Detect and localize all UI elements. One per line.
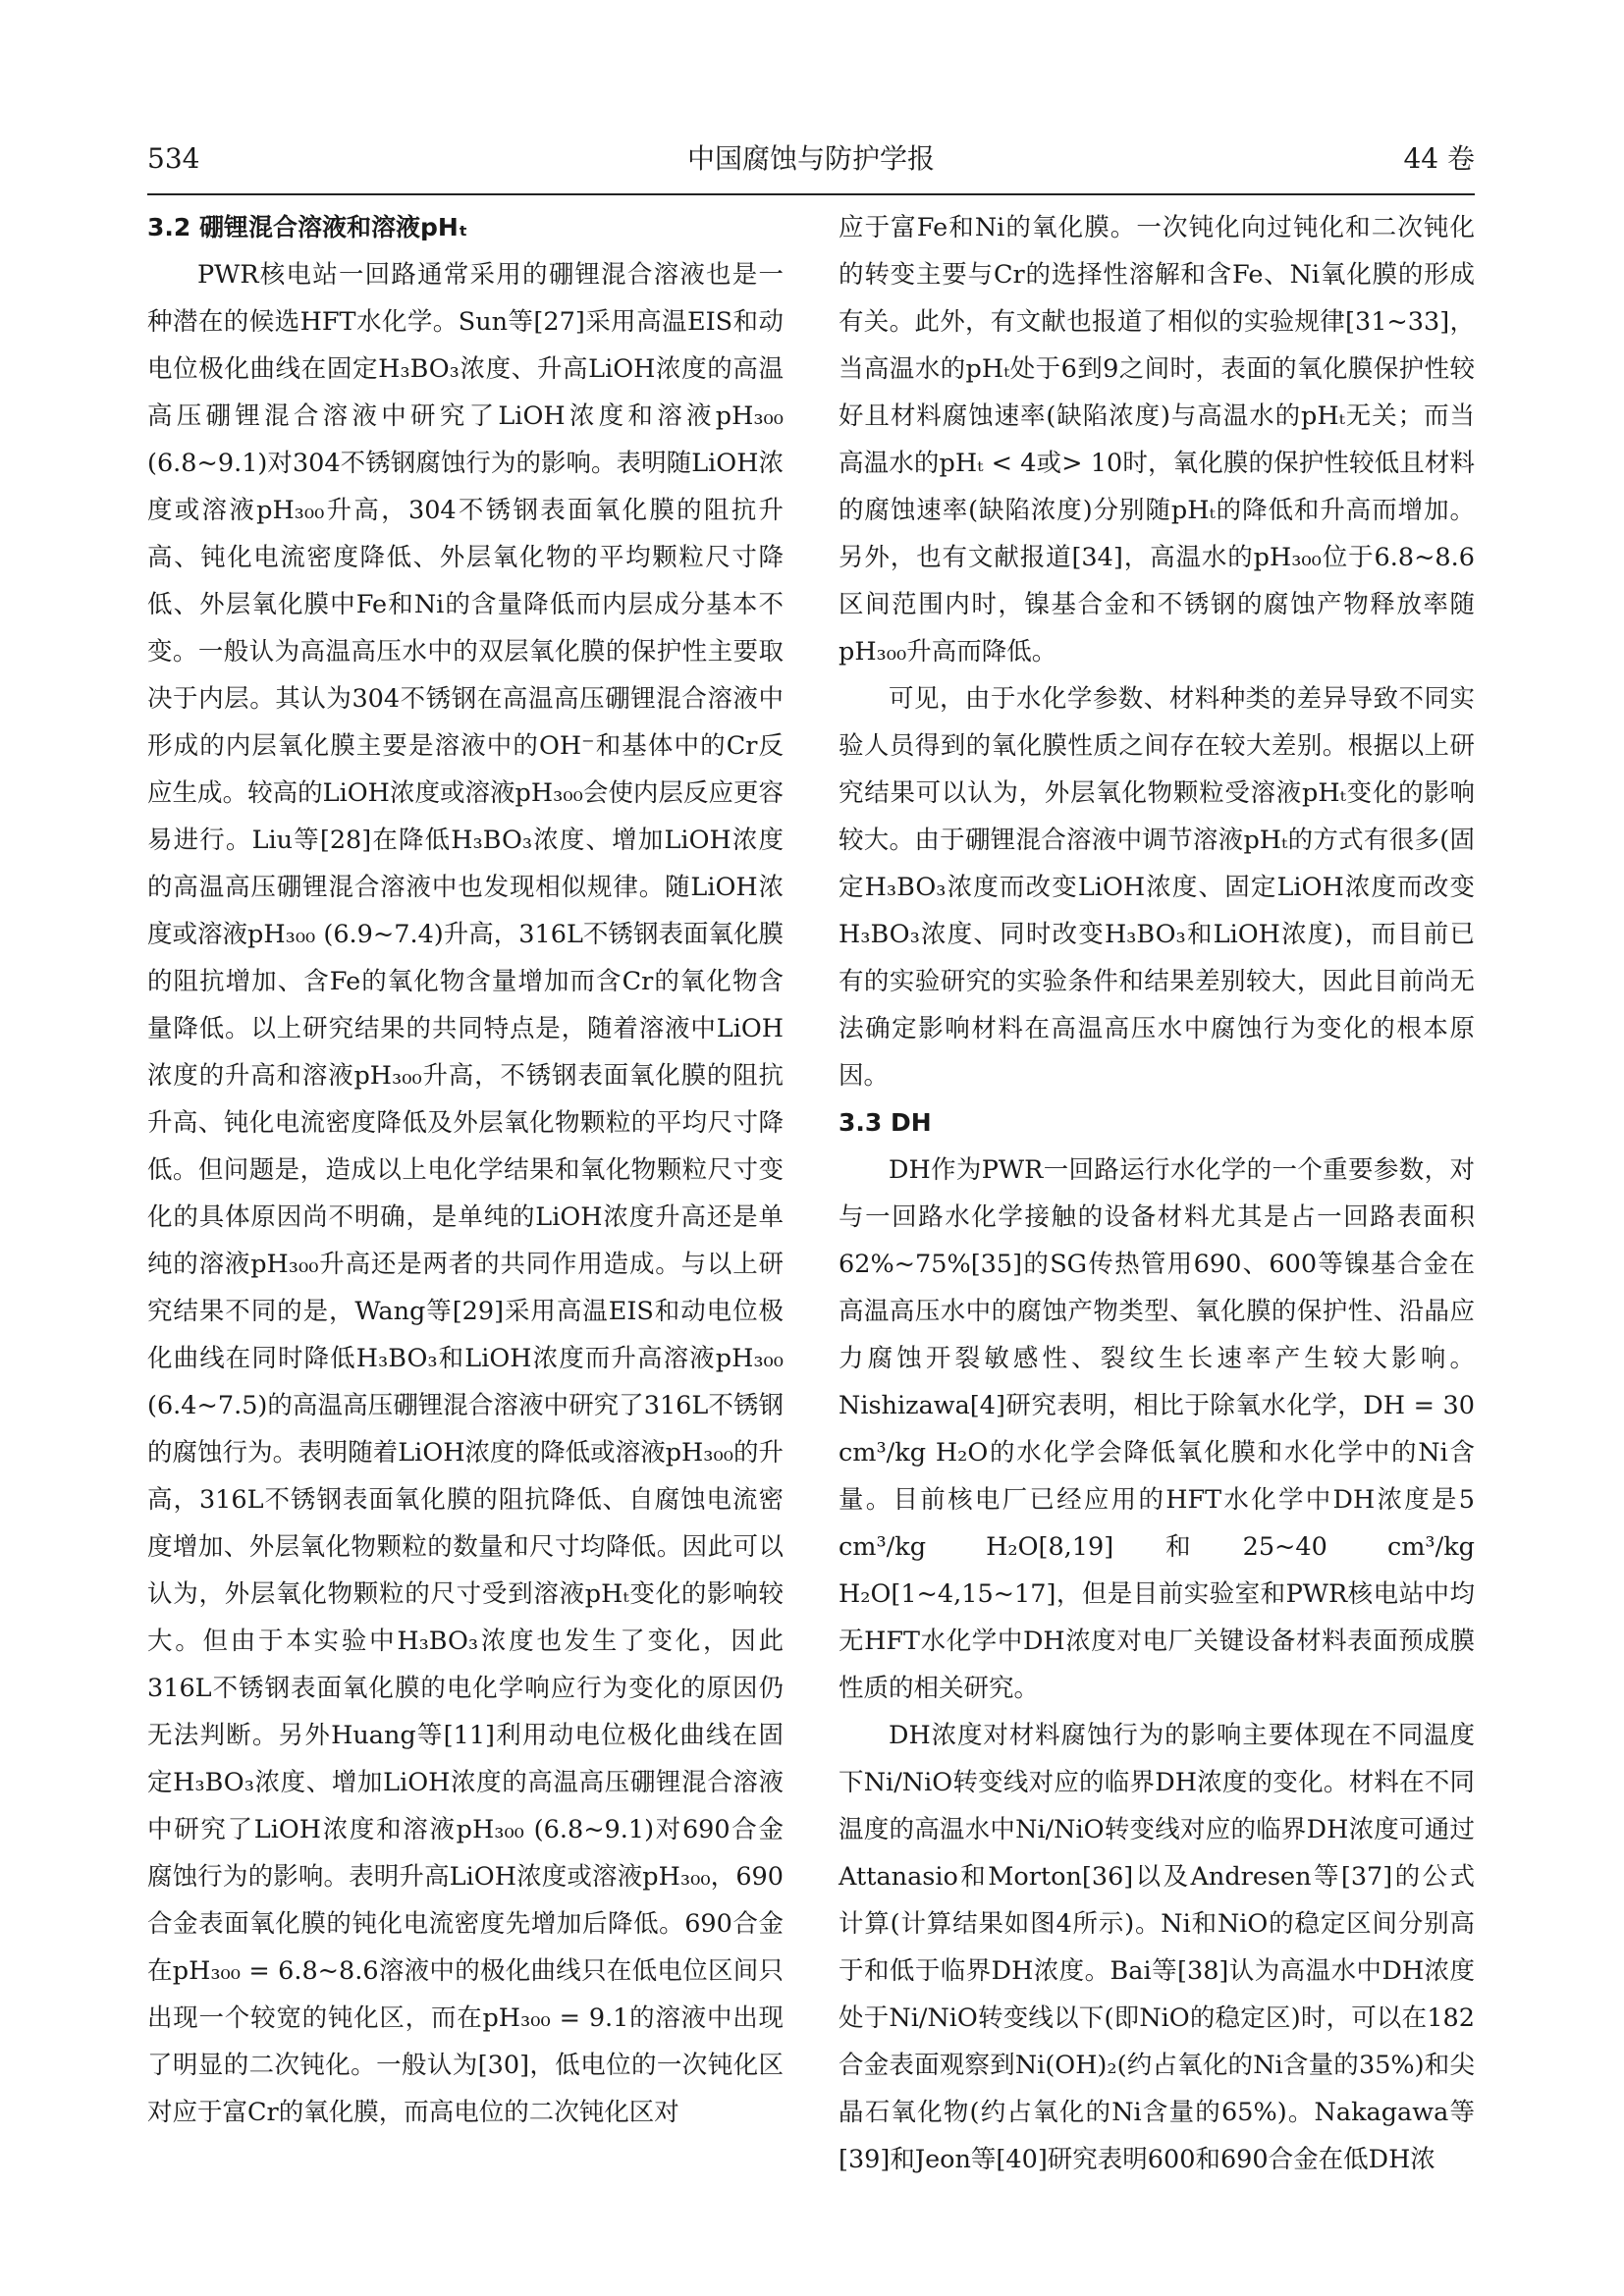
header-rule <box>147 193 1475 195</box>
paragraph-continued: 应于富Fe和Ni的氧化膜。一次钝化向过钝化和二次钝化的转变主要与Cr的选择性溶解和含Fe、Ni氧化膜的形成有关。此外，有文献也报道了相似的实验规律[31~33]，当高温水的pHₜ处于6到9之间时，表面的氧化膜保护性较好且材料腐蚀速率(缺陷浓度)与高温水的pHₜ无关；而当高温水的pHₜ < 4或> 10时，氧化膜的保护性较低且材料的腐蚀速率(缺陷浓度)分别随pHₜ的降低和升高而增加。另外，也有文献报道[34]，高温水的pH₃₀₀位于6.8~8.6区间范围内时，镍基合金和不锈钢的腐蚀产物释放率随pH₃₀₀升高而降低。 <box>839 213 1475 667</box>
paragraph: 可见，由于水化学参数、材料种类的差异导致不同实验人员得到的氧化膜性质之间存在较大差别。根据以上研究结果可以认为，外层氧化物颗粒受溶液pHₜ变化的影响较大。由于硼锂混合溶液中调节溶液pHₜ的方式有很多(固定H₃BO₃浓度而改变LiOH浓度、固定LiOH浓度而改变H₃BO₃浓度、同时改变H₃BO₃和LiOH浓度)，而目前已有的实验研究的实验条件和结果差别较大，因此目前尚无法确定影响材料在高温高压水中腐蚀行为变化的根本原因。 <box>839 684 1475 1091</box>
section-heading-3-3: 3.3 DH <box>839 1108 932 1137</box>
volume-label: 44 卷 <box>1403 142 1475 175</box>
page-header <box>147 139 1475 179</box>
journal-title: 中国腐蚀与防护学报 <box>686 142 935 175</box>
paragraph: PWR核电站一回路通常采用的硼锂混合溶液也是一种潜在的候选HFT水化学。Sun等[27]采用高温EIS和动电位极化曲线在固定H₃BO₃浓度、升高LiOH浓度的高温高压硼锂混合溶液中研究了LiOH浓度和溶液pH₃₀₀ (6.8~9.1)对304不锈钢腐蚀行为的影响。表明随LiOH浓度或溶液pH₃₀₀升高，304不锈钢表面氧化膜的阻抗升高、钝化电流密度降低、外层氧化物的平均颗粒尺寸降低、外层氧化膜中Fe和Ni的含量降低而内层成分基本不变。一般认为高温高压水中的双层氧化膜的保护性主要取决于内层。其认为304不锈钢在高温高压硼锂混合溶液中形成的内层氧化膜主要是溶液中的OH⁻和基体中的Cr反应生成。较高的LiOH浓度或溶液pH₃₀₀会使内层反应更容易进行。Liu等[28]在降低H₃BO₃浓度、增加LiOH浓度的高温高压硼锂混合溶液中也发现相似规律。随LiOH浓度或溶液pH₃₀₀ (6.9~7.4)升高，316L不锈钢表面氧化膜的阻抗增加、含Fe的氧化物含量增加而含Cr的氧化物含量降低。以上研究结果的共同特点是，随着溶液中LiOH浓度的升高和溶液pH₃₀₀升高，不锈钢表面氧化膜的阻抗升高、钝化电流密度降低及外层氧化物颗粒的平均尺寸降低。但问题是，造成以上电化学结果和氧化物颗粒尺寸变化的具体原因尚不明确，是单纯的LiOH浓度升高还是单纯的溶液pH₃₀₀升高还是两者的共同作用造成。与以上研究结果不同的是，Wang等[29]采用高温EIS和动电位极化曲线在同时降低H₃BO₃和LiOH浓度而升高溶液pH₃₀₀ (6.4~7.5)的高温高压硼锂混合溶液中研究了316L不锈钢的腐蚀行为。表明随着LiOH浓度的降低或溶液pH₃₀₀的升高，316L不锈钢表面氧化膜的阻抗降低、自腐蚀电流密度增加、外层氧化物颗粒的数量和尺寸均降低。因此可以认为，外层氧化物颗粒的尺寸受到溶液pHₜ变化的影响较大。但由于本实验中H₃BO₃浓度也发生了变化，因此316L不锈钢表面氧化膜的电化学响应行为变化的原因仍无法判断。另外Huang等[11]利用动电位极化曲线在固定H₃BO₃浓度、增加LiOH浓度的高温高压硼锂混合溶液中研究了LiOH浓度和溶液pH₃₀₀ (6.8~9.1)对690合金腐蚀行为的影响。表明升高LiOH浓度或溶液pH₃₀₀，690合金表面氧化膜的钝化电流密度先增加后降低。690合金在pH₃₀₀ = 6.8~8.6溶液中的极化曲线只在低电位区间只出现一个较宽的钝化区，而在pH₃₀₀ = 9.1的溶液中出现了明显的二次钝化。一般认为[30]，低电位的一次钝化区对应于富Cr的氧化膜，而高电位的二次钝化区对 <box>147 260 784 2127</box>
paragraph: DH浓度对材料腐蚀行为的影响主要体现在不同温度下Ni/NiO转变线对应的临界DH浓度的变化。材料在不同温度的高温水中Ni/NiO转变线对应的临界DH浓度可通过Attanasio和Morton[36]以及Andresen等[37]的公式计算(计算结果如图4所示)。Ni和NiO的稳定区间分别高于和低于临界DH浓度。Bai等[38]认为高温水中DH浓度处于Ni/NiO转变线以下(即NiO的稳定区)时，可以在182合金表面观察到Ni(OH)₂(约占氧化的Ni含量的35%)和尖晶石氧化物(约占氧化的Ni含量的65%)。Nakagawa等[39]和Jeon等[40]研究表明600和690合金在低DH浓 <box>839 1721 1475 2174</box>
section-heading-3-2: 3.2 硼锂混合溶液和溶液pHₜ <box>147 213 468 241</box>
page-number: 534 <box>147 142 200 175</box>
left-column <box>147 204 784 2136</box>
right-column <box>839 204 1475 2183</box>
paragraph: DH作为PWR一回路运行水化学的一个重要参数，对与一回路水化学接触的设备材料尤其是占一回路表面积62%~75%[35]的SG传热管用690、600等镍基合金在高温高压水中的腐蚀产物类型、氧化膜的保护性、沿晶应力腐蚀开裂敏感性、裂纹生长速率产生较大影响。Nishizawa[4]研究表明，相比于除氧水化学，DH = 30 cm³/kg H₂O的水化学会降低氧化膜和水化学中的Ni含量。目前核电厂已经应用的HFT水化学中DH浓度是5 cm³/kg H₂O[8,19]和25~40 cm³/kg H₂O[1~4,15~17]，但是目前实验室和PWR核电站中均无HFT水化学中DH浓度对电厂关键设备材料表面预成膜性质的相关研究。 <box>839 1155 1475 1703</box>
